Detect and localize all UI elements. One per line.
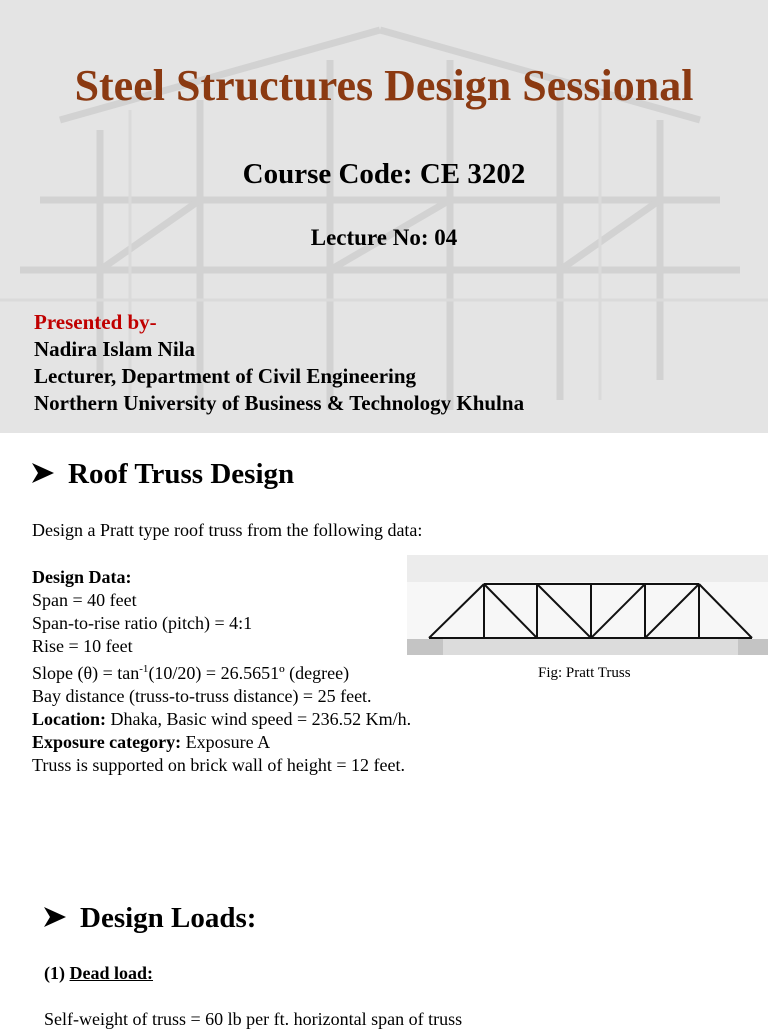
dead-load-label: Dead load: [69,963,154,983]
slope-line [32,658,411,685]
slope-value: (10/20) = 26.5651º (degree) [148,663,350,683]
exposure-label: Exposure category: [32,732,182,752]
lecture-number: Lecture No: 04 [310,225,458,250]
location-label: Location: [32,709,106,729]
dead-load-number: (1) [44,963,70,983]
support-line: Truss is supported on brick wall of height = 12 feet. [32,755,405,775]
rise-line: Rise = 10 feet [32,636,133,656]
design-data-list [32,566,411,777]
location-value: Dhaka, Basic wind speed = 236.52 Km/h. [106,709,412,729]
presenter-block [34,309,524,417]
exposure-value: Exposure A [181,732,271,752]
presenter-name: Nadira Islam Nila [34,337,196,361]
section-heading-roof-truss [32,458,294,491]
self-weight-line: Self-weight of truss = 60 lb per ft. horizontal span of truss [44,1009,463,1029]
arrow-bullet-icon [32,458,54,491]
presented-by-label: Presented by- [34,310,157,334]
pitch-line: Span-to-rise ratio (pitch) = 4:1 [32,613,253,633]
exposure-line [32,731,411,754]
heading-text: Design Loads: [80,902,257,934]
span-line: Span = 40 feet [32,590,137,610]
slide-title: Steel Structures Design Sessional [74,61,694,110]
course-code: Course Code: CE 3202 [242,158,526,190]
bay-distance-line: Bay distance (truss-to-truss distance) = 25 feet. [32,686,372,706]
slope-label: Slope (θ) = tan [32,663,140,683]
section-heading-design-loads [44,902,256,935]
heading-text: Roof Truss Design [68,458,295,490]
problem-statement: Design a Pratt type roof truss from the following data: [32,520,423,540]
presenter-institution: Northern University of Business & Technology Khulna [34,391,525,415]
location-line [32,708,411,731]
pratt-truss-figure [407,555,768,655]
figure-caption: Fig: Pratt Truss [538,665,631,681]
design-data-label: Design Data: [32,567,132,587]
dead-load-heading [44,963,153,984]
presenter-position: Lecturer, Department of Civil Engineering [34,364,417,388]
arrow-bullet-icon [44,902,66,935]
title-slide [0,0,768,433]
slope-superscript: -1 [139,663,149,675]
